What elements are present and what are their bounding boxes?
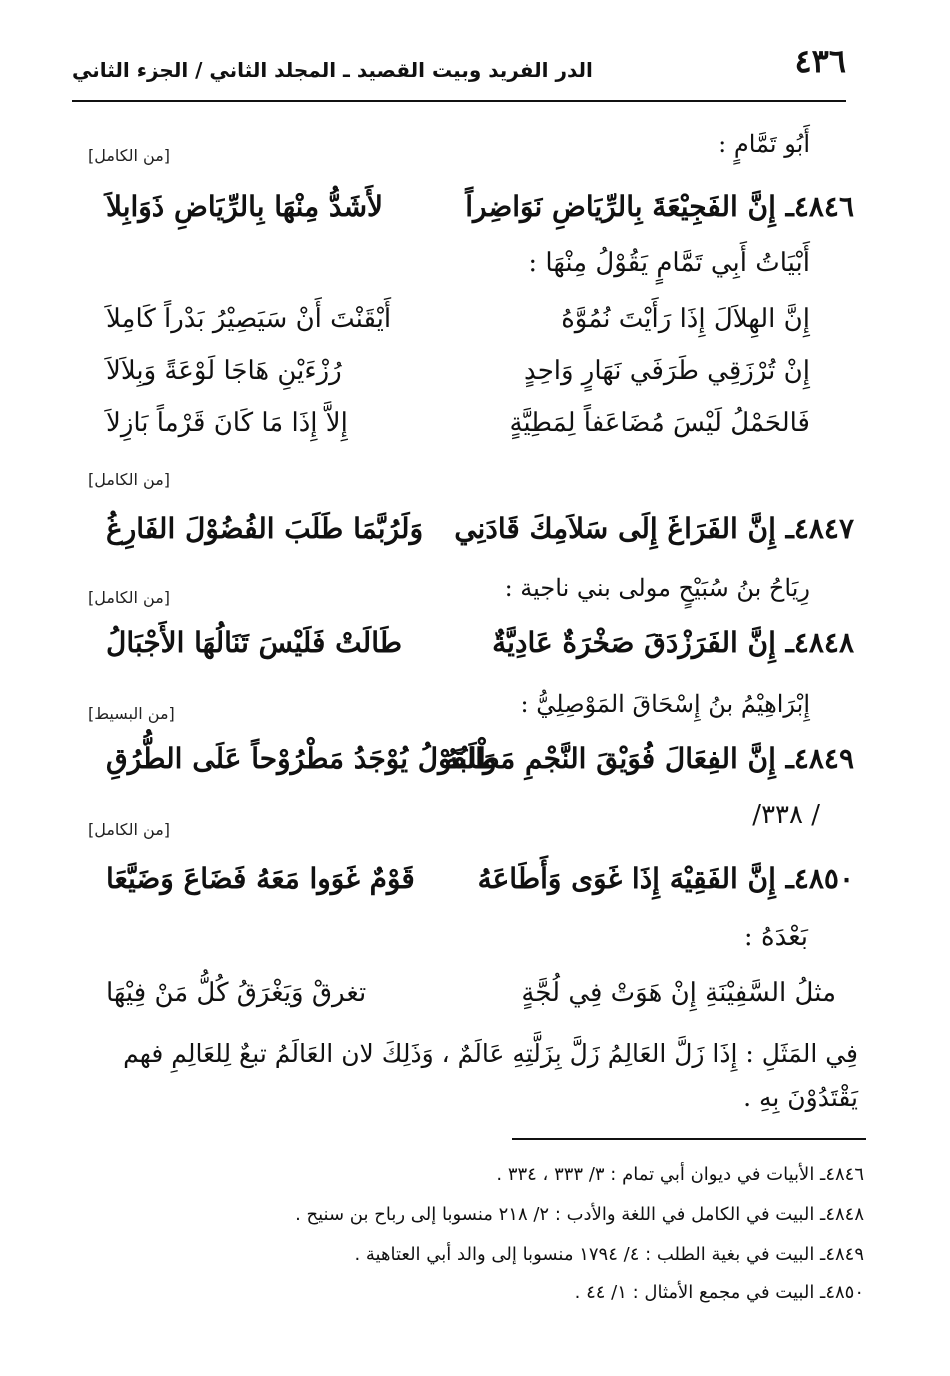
footnote: ٤٨٤٦ـ الأبيات في ديوان أبي تمام : ٣/ ٣٣٣ ، ٣٣٤ .: [496, 1164, 864, 1185]
page-number: ٤٣٦: [794, 42, 846, 80]
verse-second-hemistich: وَالقَوْلُ يُوْجَدُ مَطْرُوْحاً عَلَى الطُّرُقِ: [106, 742, 497, 775]
verse-first-hemistich: إِنَّ الهِلاَلَ إِذَا رَأَيْتَ نُمُوَّهُ: [561, 304, 810, 334]
footnote: ٤٨٥٠ـ البيت في مجمع الأمثال : ١/ ٤٤ .: [574, 1282, 864, 1303]
verse-second-hemistich: طَالَتْ فَلَيْسَ تَنَالُهَا الأَجْبَالُ: [106, 626, 403, 659]
verse-first-hemistich: إِنْ تُرْزَقِي طَرَفَي نَهَارٍ وَاحِدٍ: [524, 356, 810, 386]
folio-marker: / ٣٣٨/: [752, 800, 820, 830]
verse-second-hemistich: وَلَرُبَّمَا طَلَبَ الفُضُوْلَ الفَارِغُ: [106, 512, 424, 545]
meter-label: [من الكامل]: [88, 470, 171, 489]
verse-first-hemistich: ٤٨٤٦ـ إِنَّ الفَجِيْعَةَ بِالرِّيَاضِ نَوَاضِراً: [465, 190, 854, 223]
poet-name: رِيَاحُ بنُ سُبَيْحٍ مولى بني ناجية :: [504, 574, 810, 602]
meter-label: [من الكامل]: [88, 146, 171, 165]
meter-label: [من البسيط]: [88, 704, 175, 723]
poet-name: إِبْرَاهِيْمُ بنُ إِسْحَاقَ المَوْصِلِيُّ :: [520, 690, 810, 718]
verse-second-hemistich: رُزْءَيْنِ هَاجَا لَوْعَةً وَبِلاَلاَ: [106, 356, 342, 386]
verse-second-hemistich: إِلاَّ إِذَا مَا كَانَ قَرْماً بَازِلاَ: [106, 408, 348, 438]
after-label: بَعْدَهُ :: [743, 922, 808, 952]
verse-number: ٤٨٤٨ـ: [785, 626, 854, 659]
running-title: الدر الفريد وبيت القصيد ـ المجلد الثاني / الجزء الثاني: [72, 58, 593, 82]
proverb-paragraph: فِي المَثَلِ : إِذَا زَلَّ العَالِمُ زَلَّ بِزَلَّتِهِ عَالَمٌ ، وَذَلِكَ لان العَالَمُ تبعٌ لِلعَالِمِ فهم يَقْتَدُوْنَ بِهِ .: [123, 1039, 858, 1112]
verse-first-hemistich: ٤٨٤٧ـ إِنَّ الفَرَاغَ إِلَى سَلاَمِكَ قَادَنِي: [454, 512, 854, 545]
verse-first-hemistich: ٤٨٥٠ـ إِنَّ الفَقِيْهَ إِذَا غَوَى وَأَطَاعَهُ: [477, 862, 854, 895]
verse-first-hemistich: ٤٨٤٨ـ إِنَّ الفَرَزْدَقَ صَخْرَةٌ عَادِيَّةٌ: [492, 626, 854, 659]
verse-second-hemistich: قَوْمٌ غَوَوا مَعَهُ فَضَاعَ وَضَيَّعَا: [106, 862, 415, 895]
verse-number: ٤٨٤٦ـ: [785, 190, 854, 223]
meter-label: [من الكامل]: [88, 820, 171, 839]
page-header: [72, 42, 846, 102]
meter-label: [من الكامل]: [88, 588, 171, 607]
verse-first-hemistich: ٤٨٤٩ـ إِنَّ الفِعَالَ فُوَيْقَ النَّجْمِ مَطْلَبُهُ: [444, 742, 854, 775]
footnote: ٤٨٤٨ـ البيت في الكامل في اللغة والأدب : ٢/ ٢١٨ منسوبا إلى رباح بن سنيح .: [295, 1204, 864, 1225]
verse-number: ٤٨٤٧ـ: [785, 512, 854, 545]
poet-name: أَبُو تَمَّامٍ :: [718, 130, 810, 158]
verse-second-hemistich: تغرقْ وَيَغْرَقُ كُلُّ مَنْ فِيْهَا: [106, 978, 367, 1008]
verse-number: ٤٨٥٠ـ: [785, 862, 854, 895]
verse-first-hemistich: مثلُ السَّفِيْنَةِ إِنْ هَوَتْ فِي لُجَّةٍ: [521, 978, 836, 1008]
footnote: ٤٨٤٩ـ البيت في بغية الطلب : ٤/ ١٧٩٤ منسوبا إلى والد أبي العتاهية .: [354, 1244, 864, 1265]
verse-number: ٤٨٤٩ـ: [785, 742, 854, 775]
verse-second-hemistich: لأَشَدُّ مِنْهَا بِالرِّيَاضِ ذَوَابِلاَ: [106, 190, 384, 223]
footnote-divider: [512, 1138, 866, 1140]
verse-first-hemistich: فَالحَمْلُ لَيْسَ مُضَاعَفاً لِمَطِيَّةٍ: [509, 408, 810, 438]
intro-line: أَبْيَاتُ أَبِي تَمَّامٍ يَقُوْلُ مِنْهَا :: [528, 248, 810, 278]
verse-second-hemistich: أَيْقَنْتَ أَنْ سَيَصِيْرُ بَدْراً كَامِلاَ: [106, 304, 392, 334]
